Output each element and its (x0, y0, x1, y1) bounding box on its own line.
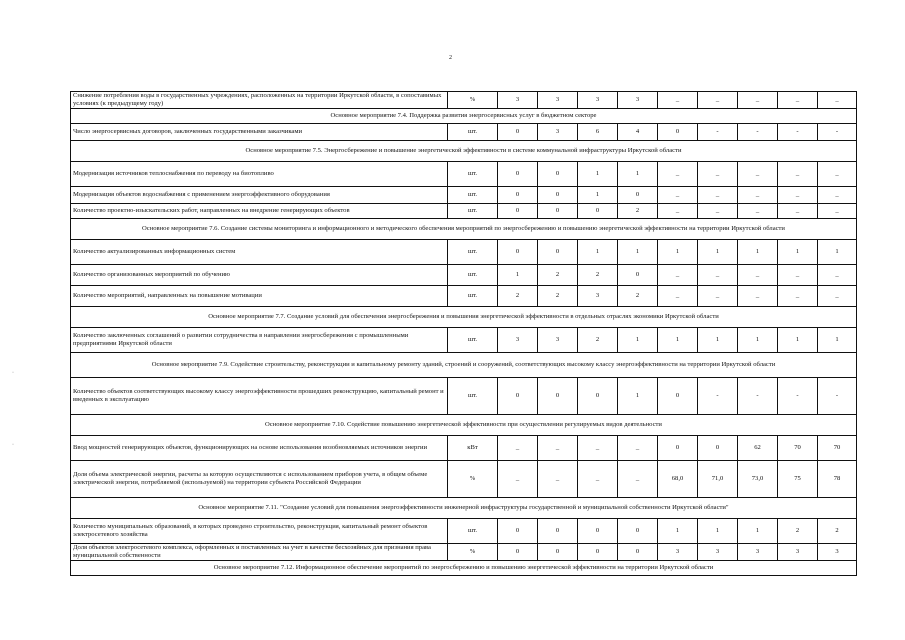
value-cell: 78 (818, 461, 857, 498)
section-header-row (71, 353, 857, 378)
table-body (71, 92, 857, 576)
unit-cell: шт. (448, 204, 498, 219)
value-cell: _ (778, 286, 818, 307)
table-row (71, 204, 857, 219)
table-row (71, 187, 857, 204)
value-cell: 2 (578, 328, 618, 353)
value-cell: 0 (578, 204, 618, 219)
value-cell: 0 (498, 519, 538, 544)
value-cell: _ (698, 286, 738, 307)
value-cell: 2 (498, 286, 538, 307)
value-cell: _ (778, 204, 818, 219)
value-cell: 1 (698, 519, 738, 544)
indicator-name: Количество актуализированных информационных систем (71, 240, 448, 265)
value-cell: _ (818, 92, 857, 109)
value-cell: 1 (578, 162, 618, 187)
table-row (71, 519, 857, 544)
scan-artifact: · (12, 370, 14, 376)
section-title: Основное мероприятие 7.5. Энергосбережение и повышение энергетической эффективности в системе коммунальной инфраструктуры Иркутской области (71, 141, 857, 162)
value-cell: _ (658, 187, 698, 204)
value-cell: _ (738, 265, 778, 286)
value-cell: 4 (618, 124, 658, 141)
value-cell: 0 (578, 378, 618, 415)
unit-cell: шт. (448, 378, 498, 415)
value-cell: 0 (538, 240, 578, 265)
value-cell: _ (778, 265, 818, 286)
unit-cell: % (448, 92, 498, 109)
unit-cell: шт. (448, 286, 498, 307)
value-cell: 1 (618, 328, 658, 353)
value-cell: 2 (578, 265, 618, 286)
indicator-name: Ввод мощностей генерирующих объектов, функционирующих на основе использования возобновляемых источников энергии (71, 436, 448, 461)
value-cell: _ (818, 204, 857, 219)
indicator-name: Модернизация объектов водоснабжения с применением энергоэффективного оборудования (71, 187, 448, 204)
value-cell: 6 (578, 124, 618, 141)
table-row (71, 436, 857, 461)
value-cell: 0 (658, 124, 698, 141)
value-cell: _ (698, 162, 738, 187)
value-cell: - (738, 124, 778, 141)
section-title: Основное мероприятие 7.11. "Создание условий для повышения энергоэффективности инженерной инфраструктуры государственной и муниципальной собственности Иркутской области" (71, 498, 857, 519)
unit-cell: шт. (448, 162, 498, 187)
value-cell: 0 (538, 187, 578, 204)
value-cell: _ (658, 204, 698, 219)
value-cell: 0 (498, 204, 538, 219)
value-cell: 1 (738, 519, 778, 544)
value-cell: _ (498, 436, 538, 461)
indicator-name: Количество муниципальных образований, в которых проведено строительство, реконструкция, капитальный ремонт объектов электросетевого хозяйства (71, 519, 448, 544)
value-cell: 62 (738, 436, 778, 461)
value-cell: _ (578, 436, 618, 461)
value-cell: 1 (578, 187, 618, 204)
value-cell: 0 (658, 436, 698, 461)
value-cell: 0 (538, 544, 578, 561)
section-header-row (71, 219, 857, 240)
value-cell: _ (698, 92, 738, 109)
value-cell: _ (658, 265, 698, 286)
value-cell: 0 (658, 378, 698, 415)
indicator-name: Количество организованных мероприятий по обучению (71, 265, 448, 286)
value-cell: _ (818, 162, 857, 187)
value-cell: 2 (618, 204, 658, 219)
value-cell: 0 (538, 162, 578, 187)
value-cell: 2 (538, 286, 578, 307)
indicator-name: Доля объектов электросетевого комплекса, оформленных и поставленных на учет в качестве бесхозяйных для признания права муниципальной собственности (71, 544, 448, 561)
section-header-row (71, 141, 857, 162)
indicator-name: Число энергосервисных договоров, заключенных государственными заказчиками (71, 124, 448, 141)
value-cell: _ (738, 92, 778, 109)
value-cell: 1 (698, 240, 738, 265)
value-cell: _ (658, 162, 698, 187)
value-cell: _ (538, 436, 578, 461)
value-cell: - (778, 378, 818, 415)
table-row (71, 92, 857, 109)
value-cell: 0 (498, 162, 538, 187)
value-cell: 1 (738, 240, 778, 265)
value-cell: 3 (658, 544, 698, 561)
unit-cell: шт. (448, 187, 498, 204)
unit-cell: % (448, 461, 498, 498)
value-cell: 73,0 (738, 461, 778, 498)
section-title: Основное мероприятие 7.10. Содействие повышению энергетической эффективности при осуществлении регулируемых видов деятельности (71, 415, 857, 436)
value-cell: 3 (618, 92, 658, 109)
value-cell: 3 (818, 544, 857, 561)
value-cell: 0 (538, 378, 578, 415)
section-title: Основное мероприятие 7.12. Информационное обеспечение мероприятий по энергосбережению и повышению энергетической эффективности на территории Иркутской области (71, 561, 857, 576)
value-cell: 3 (538, 124, 578, 141)
value-cell: _ (778, 162, 818, 187)
value-cell: 0 (618, 544, 658, 561)
value-cell: _ (578, 461, 618, 498)
value-cell: 1 (578, 240, 618, 265)
table-row (71, 286, 857, 307)
unit-cell: шт. (448, 240, 498, 265)
value-cell: 3 (698, 544, 738, 561)
value-cell: 3 (498, 92, 538, 109)
value-cell: 3 (578, 286, 618, 307)
value-cell: 0 (618, 519, 658, 544)
value-cell: 0 (538, 204, 578, 219)
value-cell: _ (818, 286, 857, 307)
value-cell: _ (658, 92, 698, 109)
value-cell: 3 (498, 328, 538, 353)
value-cell: 1 (778, 240, 818, 265)
value-cell: - (738, 378, 778, 415)
value-cell: 1 (818, 328, 857, 353)
value-cell: 1 (658, 328, 698, 353)
table-row (71, 124, 857, 141)
value-cell: 1 (778, 328, 818, 353)
page-number-mark: 2 (449, 55, 452, 61)
value-cell: _ (538, 461, 578, 498)
value-cell: - (698, 124, 738, 141)
indicator-name: Количество заключенных соглашений о развитии сотрудничества в направлении энергосбережения с промышленными предприятиями Иркутской области (71, 328, 448, 353)
value-cell: 71,0 (698, 461, 738, 498)
table-row (71, 461, 857, 498)
value-cell: 68,0 (658, 461, 698, 498)
value-cell: 0 (578, 519, 618, 544)
value-cell: 70 (778, 436, 818, 461)
value-cell: _ (778, 92, 818, 109)
value-cell: 3 (778, 544, 818, 561)
section-header-row (71, 561, 857, 576)
value-cell: 3 (578, 92, 618, 109)
indicator-name: Количество проектно-изыскательских работ, направленных на внедрение генерирующих объектов (71, 204, 448, 219)
indicators-table (70, 91, 857, 576)
value-cell: 0 (498, 378, 538, 415)
unit-cell: шт. (448, 519, 498, 544)
value-cell: 1 (658, 240, 698, 265)
value-cell: _ (738, 286, 778, 307)
value-cell: 1 (618, 162, 658, 187)
value-cell: 2 (778, 519, 818, 544)
unit-cell: шт. (448, 124, 498, 141)
value-cell: _ (618, 461, 658, 498)
section-title: Основное мероприятие 7.7. Создание условий для обеспечения энергосбережения и повышения энергетической эффективности в отдельных отраслях экономики Иркутской области (71, 307, 857, 328)
value-cell: _ (498, 461, 538, 498)
value-cell: 1 (738, 328, 778, 353)
value-cell: 1 (498, 265, 538, 286)
value-cell: 1 (698, 328, 738, 353)
value-cell: 0 (618, 187, 658, 204)
indicator-name: Снижение потребления воды в государственных учреждениях, расположенных на территории Иркутской области, в сопоставимых условиях (к предыдущему году) (71, 92, 448, 109)
section-title: Основное мероприятие 7.4. Поддержка развития энергосервисных услуг в бюджетном секторе (71, 109, 857, 124)
indicator-name: Доля объема электрической энергии, расчеты за которую осуществляются с использованием приборов учета, в общем объеме электрической энергии, потребляемой (используемой) на территории субъекта Российской Федерации (71, 461, 448, 498)
value-cell: 2 (818, 519, 857, 544)
value-cell: _ (738, 187, 778, 204)
section-header-row (71, 109, 857, 124)
value-cell: 70 (818, 436, 857, 461)
value-cell: _ (658, 286, 698, 307)
value-cell: - (818, 378, 857, 415)
table-row (71, 162, 857, 187)
value-cell: 0 (498, 124, 538, 141)
value-cell: 2 (618, 286, 658, 307)
value-cell: _ (698, 265, 738, 286)
value-cell: 75 (778, 461, 818, 498)
value-cell: 0 (498, 187, 538, 204)
value-cell: - (818, 124, 857, 141)
table-row (71, 265, 857, 286)
value-cell: 0 (618, 265, 658, 286)
value-cell: - (778, 124, 818, 141)
value-cell: - (698, 378, 738, 415)
value-cell: _ (738, 204, 778, 219)
table-row (71, 328, 857, 353)
value-cell: 3 (538, 328, 578, 353)
unit-cell: шт. (448, 265, 498, 286)
table-row (71, 544, 857, 561)
indicator-name: Количество объектов соответствующих высокому классу энергоэффективности прошедших реконструкцию, капитальный ремонт и введенных в эксплуатацию (71, 378, 448, 415)
value-cell: 2 (538, 265, 578, 286)
table-row (71, 378, 857, 415)
value-cell: 0 (498, 240, 538, 265)
section-header-row (71, 415, 857, 436)
value-cell: 1 (818, 240, 857, 265)
section-header-row (71, 498, 857, 519)
unit-cell: шт. (448, 328, 498, 353)
value-cell: 0 (698, 436, 738, 461)
indicator-name: Количество мероприятий, направленных на повышение мотивации (71, 286, 448, 307)
value-cell: _ (698, 187, 738, 204)
scan-artifact: · (12, 442, 14, 448)
value-cell: 1 (658, 519, 698, 544)
value-cell: _ (698, 204, 738, 219)
value-cell: 0 (538, 519, 578, 544)
indicator-name: Модернизация источников теплоснабжения по переводу на биотопливо (71, 162, 448, 187)
unit-cell: % (448, 544, 498, 561)
value-cell: 3 (538, 92, 578, 109)
value-cell: 0 (498, 544, 538, 561)
table-row (71, 240, 857, 265)
value-cell: _ (818, 265, 857, 286)
value-cell: _ (738, 162, 778, 187)
value-cell: 0 (578, 544, 618, 561)
section-title: Основное мероприятие 7.9. Содействие строительству, реконструкции и капитальному ремонту зданий, строений и сооружений, соответствующих высокому классу энергоэффективности на территории Иркутской области (71, 353, 857, 378)
section-title: Основное мероприятие 7.6. Создание системы мониторинга и информационного и методического обеспечения мероприятий по энергосбережению и повышению энергетической эффективности на территории Иркутской области (71, 219, 857, 240)
value-cell: _ (618, 436, 658, 461)
unit-cell: кВт (448, 436, 498, 461)
value-cell: 1 (618, 240, 658, 265)
value-cell: _ (818, 187, 857, 204)
value-cell: 3 (738, 544, 778, 561)
value-cell: _ (778, 187, 818, 204)
value-cell: 1 (618, 378, 658, 415)
section-header-row (71, 307, 857, 328)
